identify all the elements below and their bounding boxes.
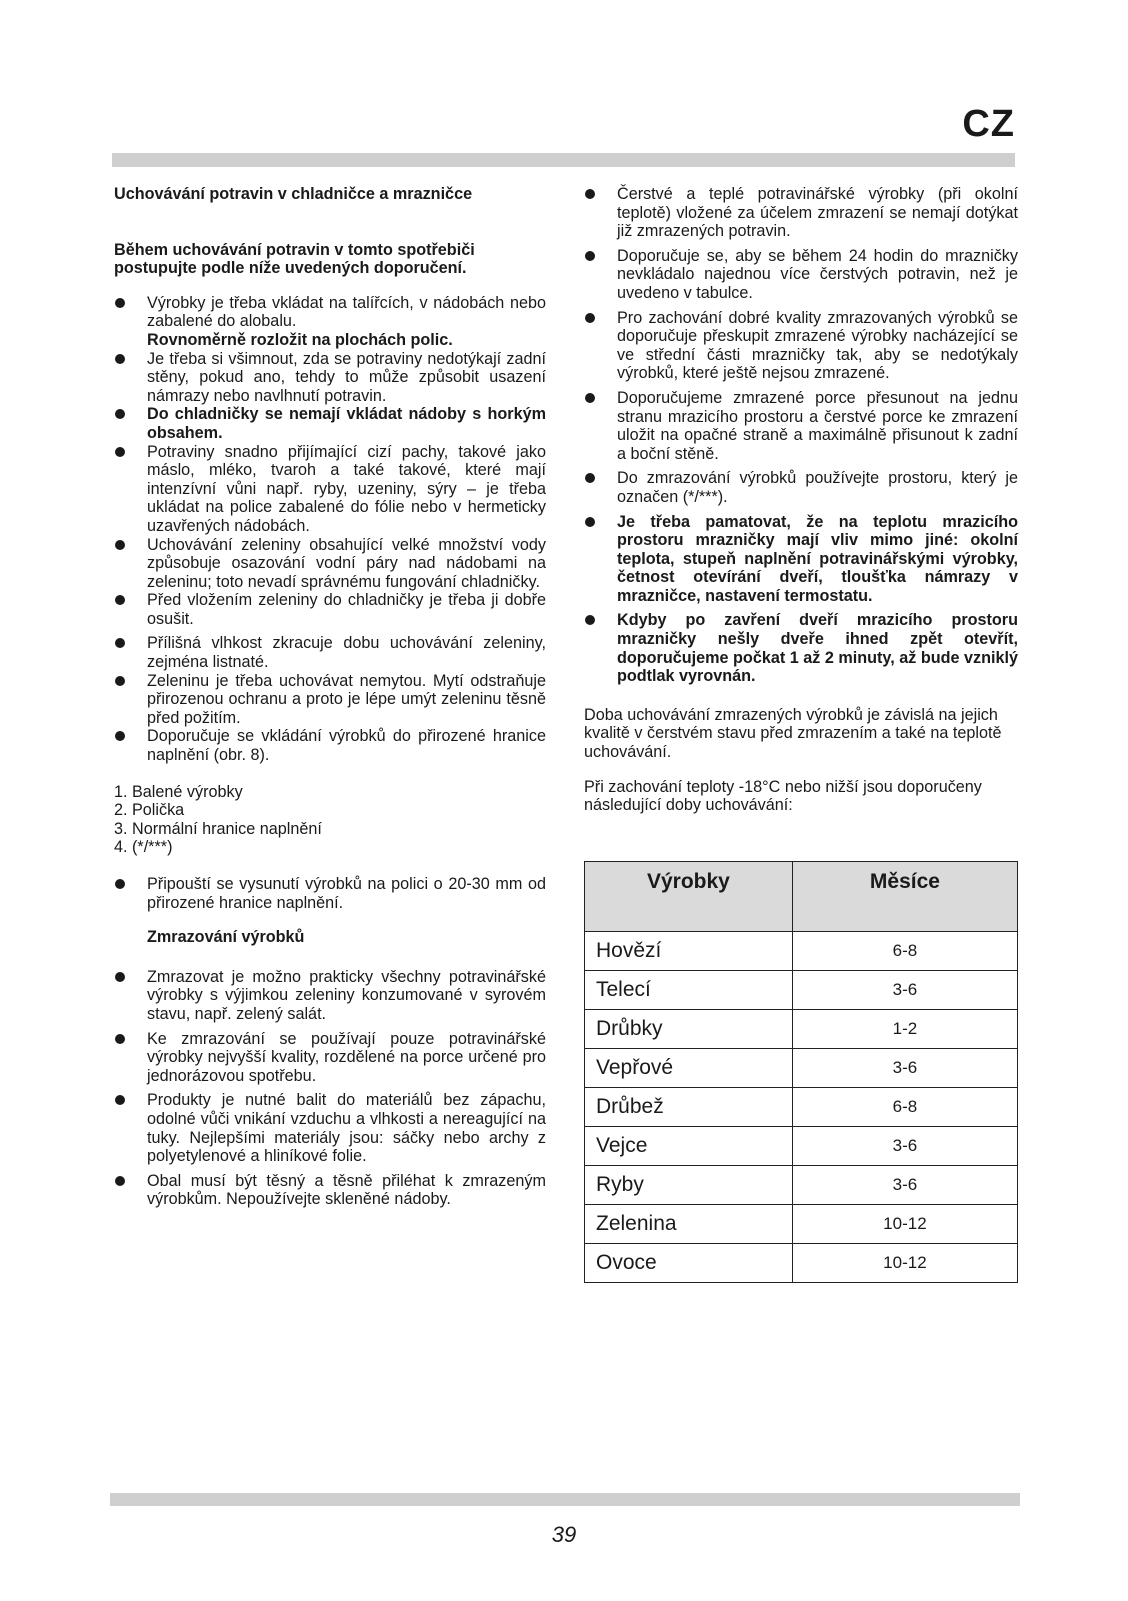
- bullet-icon: [115, 638, 125, 648]
- table-row: [585, 1049, 1018, 1088]
- months-cell: 3-6: [792, 971, 1017, 1010]
- list-item: Čerstvé a teplé potravinářské výrobky (při okolní teplotě) vložené za účelem zmrazení se nemají dotýkat již zmrazených potravin.: [584, 185, 1018, 241]
- bullet-icon: [115, 731, 125, 741]
- product-cell: Hovězí: [585, 932, 793, 971]
- legend-item: 3. Normální hranice naplnění: [114, 819, 322, 838]
- list-item: Zeleninu je třeba uchovávat nemytou. Mytí odstraňuje přirozenou ochranu a proto je lépe umýt zeleninu těsně před požitím.: [114, 672, 546, 728]
- language-code: CZ: [962, 103, 1015, 145]
- table-row: [585, 1127, 1018, 1166]
- list-item: Potraviny snadno přijímající cizí pachy, takové jako máslo, mléko, tvaroh a také takové, které mají intenzívní vůni např. ryby, uzeniny, sýry – je třeba ukládat na police zabalené do fólie nebo v hermeticky uzavřených nádobách.: [114, 443, 546, 536]
- list-item: Obal musí být těsný a těsně přiléhat k zmrazeným výrobkům. Nepoužívejte skleněné nádoby.: [114, 1172, 546, 1209]
- list-item: Přílišná vlhkost zkracuje dobu uchovávání zeleniny, zejména listnaté.: [114, 634, 546, 671]
- figure-legend: [114, 783, 546, 857]
- list-item: Je třeba si všimnout, zda se potraviny nedotýkají zadní stěny, pokud ano, tehdy to může způsobit usazení námrazy nebo navlhnutí potravin.: [114, 350, 546, 406]
- right-column: [584, 185, 1018, 815]
- list-item: Doporučujeme zmrazené porce přesunout na jednu stranu mrazicího prostoru a čerstvé porce ke zmrazení uložit na opačné straně a maximálně přisunout k zadní a boční stěně.: [584, 389, 1018, 463]
- bullet-icon: [585, 615, 595, 625]
- bullet-icon: [585, 517, 595, 527]
- shelf-note-list: [114, 875, 546, 912]
- freezing-title: Zmrazování výrobků: [147, 928, 305, 947]
- bullet-icon: [115, 1176, 125, 1186]
- table-row: [585, 971, 1018, 1010]
- footer-divider: [110, 1493, 1020, 1506]
- product-cell: Ryby: [585, 1166, 793, 1205]
- bullet-icon: [115, 354, 125, 364]
- months-cell: 10-12: [792, 1244, 1017, 1283]
- legend-item: 4. (*/***): [114, 838, 173, 857]
- months-cell: 3-6: [792, 1166, 1017, 1205]
- header-divider: [112, 153, 1015, 167]
- bullet-icon: [585, 393, 595, 403]
- product-cell: Vepřové: [585, 1049, 793, 1088]
- months-cell: 3-6: [792, 1127, 1017, 1166]
- bullet-icon: [115, 676, 125, 686]
- table-row: [585, 1088, 1018, 1127]
- left-column: [114, 185, 546, 1209]
- table-row: [585, 1010, 1018, 1049]
- page-number: 39: [551, 1522, 577, 1547]
- product-cell: Telecí: [585, 971, 793, 1010]
- bullet-icon: [115, 879, 125, 889]
- months-cell: 6-8: [792, 932, 1017, 971]
- list-item: Pro zachování dobré kvality zmrazovaných výrobků se doporučuje přeskupit zmrazené výrobky nacházející se ve střední části mrazničky tak, aby se nedotýkaly výrobků, které ještě nejsou zmrazené.: [584, 309, 1018, 383]
- bullet-icon: [115, 972, 125, 982]
- table-row: [585, 1205, 1018, 1244]
- list-item: Doporučuje se, aby se během 24 hodin do mrazničky nevkládalo najednou více čerstvých potravin, než je uvedeno v tabulce.: [584, 247, 1018, 303]
- months-cell: 10-12: [792, 1205, 1017, 1244]
- product-cell: Zelenina: [585, 1205, 793, 1244]
- months-cell: 1-2: [792, 1010, 1017, 1049]
- storage-paragraph: Doba uchovávání zmrazených výrobků je závislá na jejich kvalitě v čerstvém stavu před zmrazením a také na teplotě uchovávání.: [584, 705, 1002, 762]
- product-cell: Ovoce: [585, 1244, 793, 1283]
- list-item: Do chladničky se nemají vkládat nádoby s horkým obsahem.: [114, 405, 546, 442]
- table-header-row: [585, 862, 1018, 932]
- bullet-icon: [115, 447, 125, 457]
- legend-item: 2. Polička: [114, 801, 185, 820]
- column-header: Měsíce: [792, 862, 1017, 932]
- list-item: Uchovávání zeleniny obsahující velké množství vody způsobuje osazování vodní páry nad nádobami na zeleninu; toto nevadí správnému fungování chladničky.: [114, 536, 546, 592]
- list-item: Doporučuje se vkládání výrobků do přirozené hranice naplnění (obr. 8).: [114, 727, 546, 764]
- fridge-tips-list: [114, 294, 546, 765]
- bullet-icon: [115, 595, 125, 605]
- bullet-icon: [115, 1034, 125, 1044]
- bullet-icon: [115, 298, 125, 308]
- freezer-tips-list: [584, 185, 1018, 686]
- months-cell: 6-8: [792, 1088, 1017, 1127]
- list-item: Do zmrazování výrobků používejte prostoru, který je označen (*/***).: [584, 469, 1018, 506]
- list-item: Před vložením zeleniny do chladničky je třeba ji dobře osušit.: [114, 591, 546, 628]
- bullet-icon: [585, 189, 595, 199]
- temperature-paragraph: Při zachování teploty -18°C nebo nižší jsou doporučeny následující doby uchovávání:: [584, 777, 982, 815]
- bullet-icon: [585, 313, 595, 323]
- list-item: Je třeba pamatovat, že na teplotu mrazicího prostoru mrazničky mají vliv mimo jiné: okolní teplota, stupeň naplnění potravinářskými výrobky, četnost otevírání dveří, tloušťka námrazy v mrazničce, nastavení termostatu.: [584, 513, 1018, 606]
- section-title: Uchovávání potravin v chladničce a mrazničce: [114, 185, 473, 203]
- list-item: Produkty je nutné balit do materiálů bez zápachu, odolné vůči vnikání vzduchu a vlhkosti a nereagující na tuky. Nejlepšími materiály jsou: sáčky nebo archy z polyetylenové a hliníkové folie.: [114, 1091, 546, 1165]
- intro-text: Během uchovávání potravin v tomto spotřebiči postupujte podle níže uvedených doporučení.: [114, 240, 475, 278]
- bullet-icon: [115, 409, 125, 419]
- list-item: Připouští se vysunutí výrobků na polici o 20-30 mm od přirozené hranice naplnění.: [114, 875, 546, 912]
- table-row: [585, 1166, 1018, 1205]
- list-item: Zmrazovat je možno prakticky všechny potravinářské výrobky s výjimkou zeleniny konzumované v syrovém stavu, např. zelený salát.: [114, 968, 546, 1024]
- freezing-tips-list: [114, 968, 546, 1209]
- product-cell: Drůbež: [585, 1088, 793, 1127]
- storage-table: [584, 861, 1018, 1283]
- months-cell: 3-6: [792, 1049, 1017, 1088]
- bullet-icon: [585, 473, 595, 483]
- table-row: [585, 932, 1018, 971]
- product-cell: Drůbky: [585, 1010, 793, 1049]
- table-row: [585, 1244, 1018, 1283]
- bullet-icon: [115, 540, 125, 550]
- list-item: Výrobky je třeba vkládat na talířcích, v nádobách nebo zabalené do alobalu. Rovnoměrně rozložit na plochách polic.: [114, 294, 546, 350]
- bullet-icon: [115, 1095, 125, 1105]
- column-header: Výrobky: [585, 862, 793, 932]
- list-item: Kdyby po zavření dveří mrazicího prostoru mrazničky nešly dveře ihned zpět otevřít, doporučujeme počkat 1 až 2 minuty, až bude vzniklý podtlak vyrovnán.: [584, 611, 1018, 685]
- list-item: Ke zmrazování se používají pouze potravinářské výrobky nejvyšší kvality, rozdělené na porce určené pro jednorázovou spotřebu.: [114, 1030, 546, 1086]
- legend-item: 1. Balené výrobky: [114, 782, 243, 801]
- bullet-icon: [585, 251, 595, 261]
- product-cell: Vejce: [585, 1127, 793, 1166]
